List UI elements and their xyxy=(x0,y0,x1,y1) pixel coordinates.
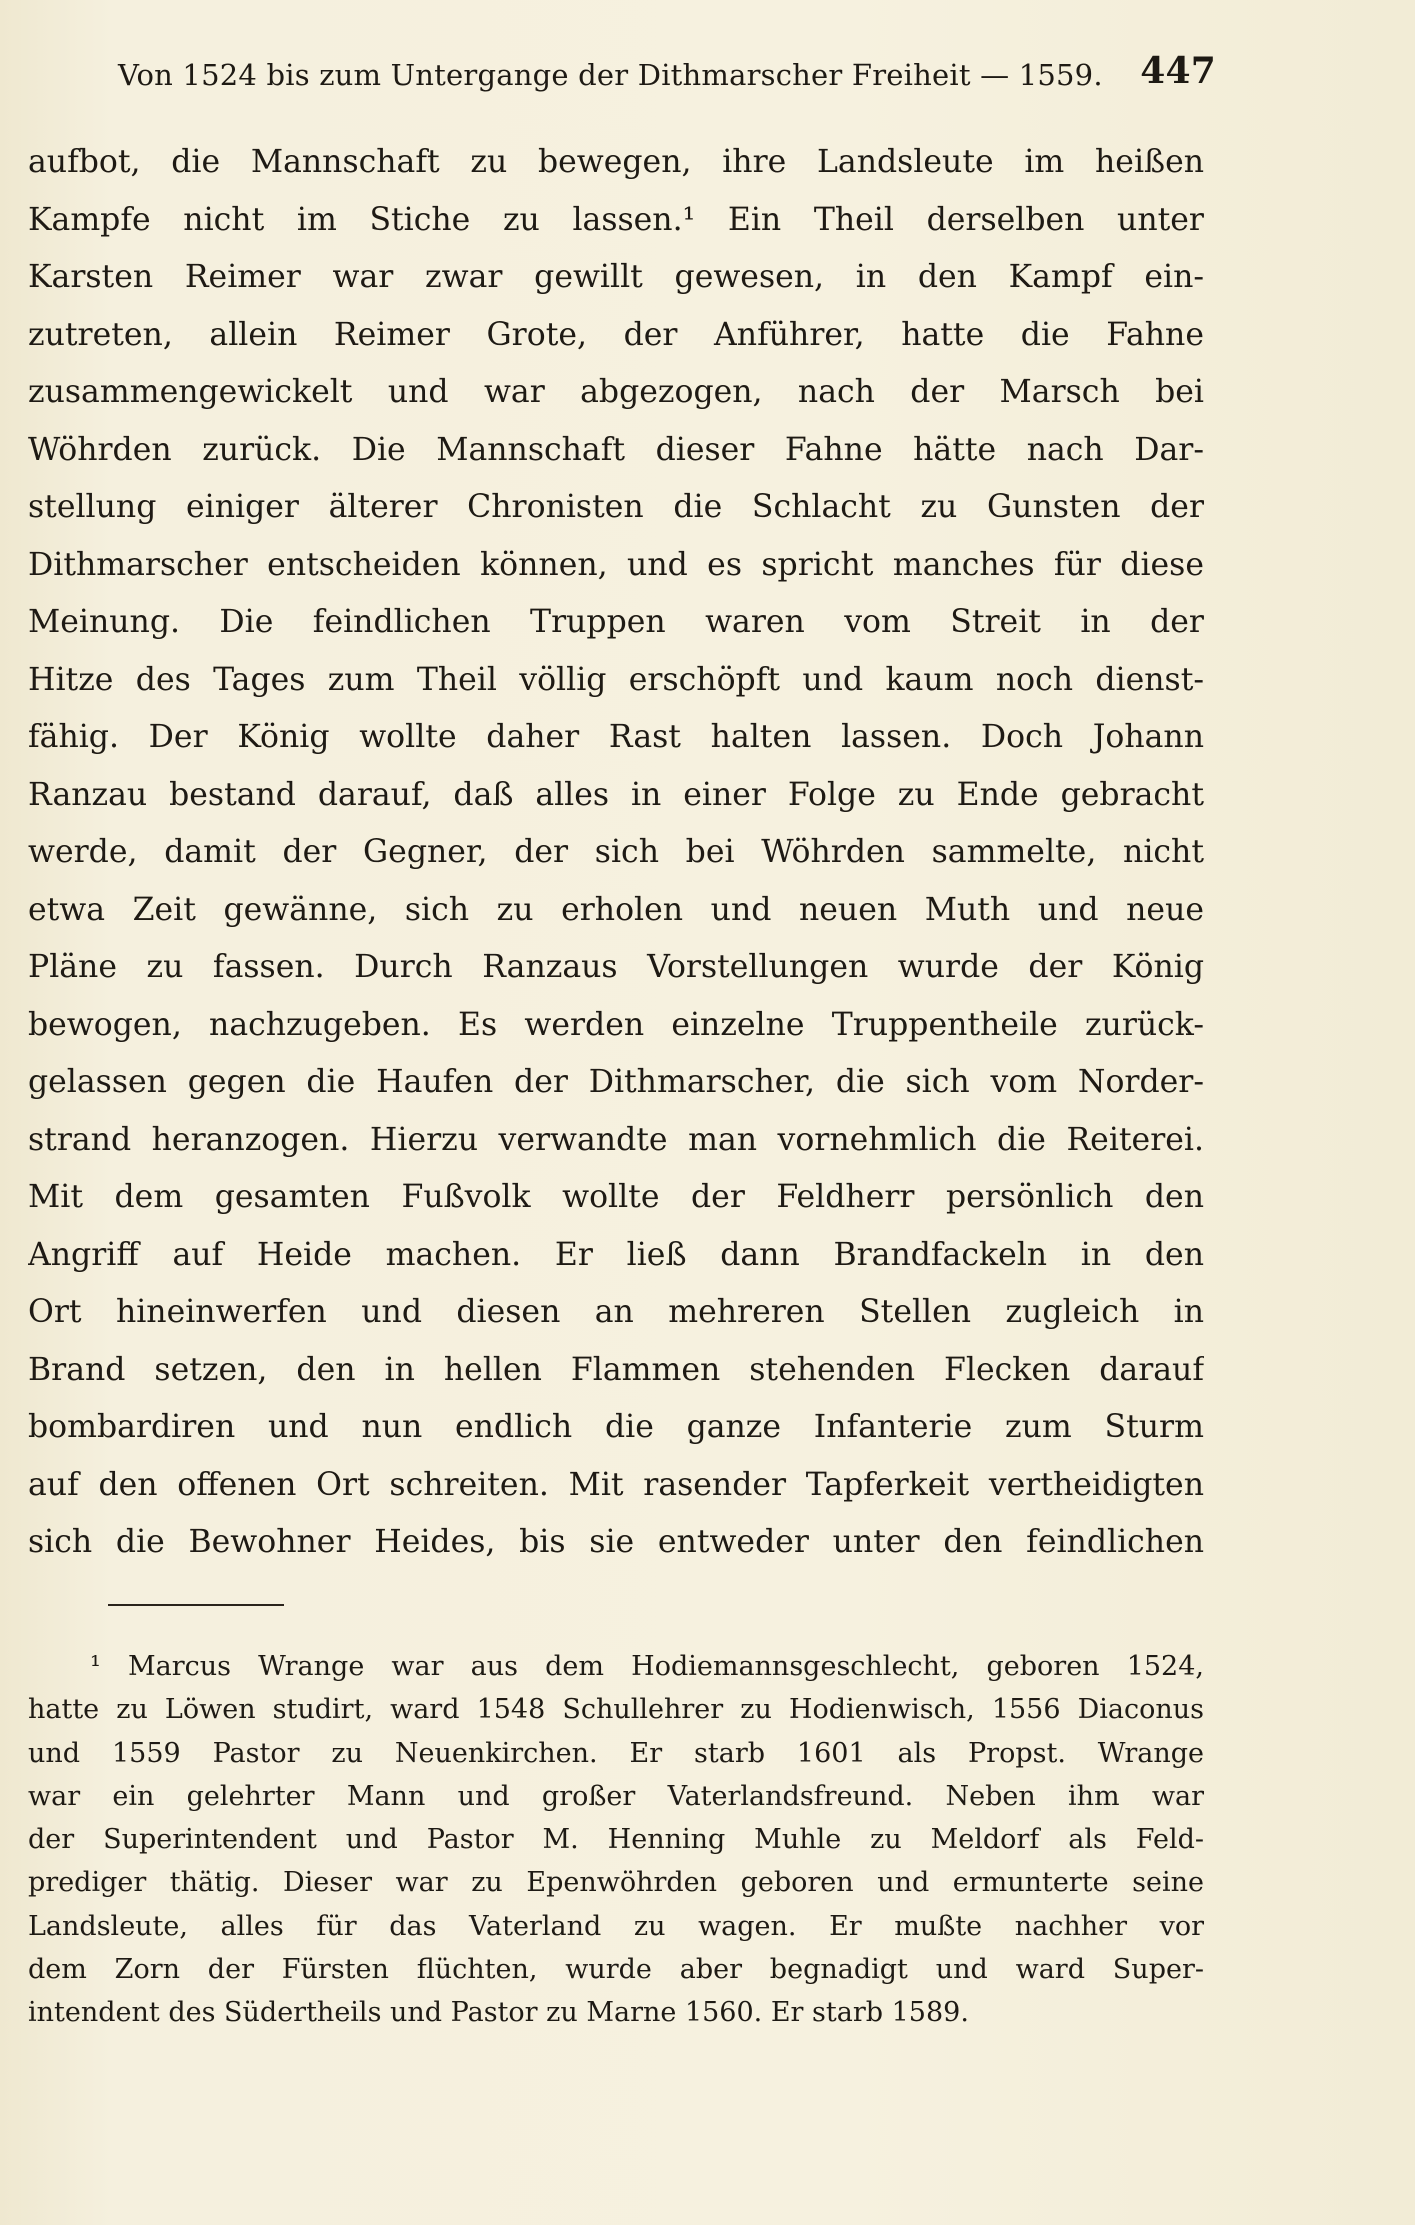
text-line: bombardiren und nun endlich die ganze Infanterie zum Sturm xyxy=(28,1409,1204,1445)
text-line: Hitze des Tages zum Theil völlig erschöpft und kaum noch dienst- xyxy=(28,661,1204,698)
footnote-line: Landsleute, alles für das Vaterland zu wagen. Er mußte nachher vor xyxy=(28,1910,1204,1942)
text-line: werde, damit der Gegner, der sich bei Wöhrden sammelte, nicht xyxy=(28,834,1204,870)
text-line: Ort hineinwerfen und diesen an mehreren Stellen zugleich in xyxy=(28,1294,1204,1330)
footnote-line: dem Zorn der Fürsten flüchten, wurde aber begnadigt und ward Super- xyxy=(28,1954,1204,1986)
running-title: Von 1524 bis zum Untergange der Dithmarscher Freiheit — 1559. xyxy=(118,58,1103,92)
text-line: Kampfe nicht im Stiche zu lassen.¹ Ein Theil derselben unter xyxy=(28,201,1204,238)
text-line: gelassen gegen die Haufen der Dithmarscher, die sich vom Norder- xyxy=(28,1064,1204,1100)
text-line: Wöhrden zurück. Die Mannschaft dieser Fahne hätte nach Dar- xyxy=(28,431,1204,468)
text-line: Mit dem gesamten Fußvolk wollte der Feldherr persönlich den xyxy=(28,1179,1204,1215)
footnote-divider xyxy=(108,1604,284,1606)
page-number: 447 xyxy=(1140,50,1216,92)
text-line: etwa Zeit gewänne, sich zu erholen und neuen Muth und neue xyxy=(28,891,1204,928)
footnote-line: ¹ Marcus Wrange war aus dem Hodiemannsgeschlecht, geboren 1524, xyxy=(90,1651,1204,1682)
text-line: stellung einiger älterer Chronisten die Schlacht zu Gunsten der xyxy=(28,489,1204,525)
text-line: Ranzau bestand darauf, daß alles in einer Folge zu Ende gebracht xyxy=(28,776,1204,813)
text-line: aufbot, die Mannschaft zu bewegen, ihre Landsleute im heißen xyxy=(28,144,1204,180)
text-line: zutreten, allein Reimer Grote, der Anführer, hatte die Fahne xyxy=(28,316,1204,353)
text-line: Brand setzen, den in hellen Flammen stehenden Flecken darauf xyxy=(28,1351,1204,1388)
text-line: auf den offenen Ort schreiten. Mit rasender Tapferkeit vertheidigten xyxy=(28,1466,1204,1503)
text-line: Angriff auf Heide machen. Er ließ dann Brandfackeln in den xyxy=(28,1236,1204,1273)
text-line: fähig. Der König wollte daher Rast halten lassen. Doch Johann xyxy=(28,719,1204,755)
footnote-block xyxy=(28,1645,1204,2035)
main-text-block xyxy=(28,134,1204,1572)
footnote-line: intendent des Südertheils und Pastor zu Marne 1560. Er starb 1589. xyxy=(28,1997,969,2029)
text-line: Karsten Reimer war zwar gewillt gewesen, in den Kampf ein- xyxy=(28,259,1204,295)
footnote-line: und 1559 Pastor zu Neuenkirchen. Er starb 1601 als Propst. Wrange xyxy=(28,1737,1204,1769)
text-line: Pläne zu fassen. Durch Ranzaus Vorstellungen wurde der König xyxy=(28,949,1204,985)
text-line: sich die Bewohner Heides, bis sie entweder unter den feindlichen xyxy=(28,1524,1204,1560)
text-line: Meinung. Die feindlichen Truppen waren vom Streit in der xyxy=(28,604,1204,640)
footnote-line: hatte zu Löwen studirt, ward 1548 Schullehrer zu Hodienwisch, 1556 Diaconus xyxy=(28,1694,1204,1726)
text-line: strand heranzogen. Hierzu verwandte man vornehmlich die Reiterei. xyxy=(28,1121,1204,1158)
footnote-line: war ein gelehrter Mann und großer Vaterlandsfreund. Neben ihm war xyxy=(28,1780,1204,1812)
footnote-line: der Superintendent und Pastor M. Henning Muhle zu Meldorf als Feld- xyxy=(28,1824,1204,1856)
text-line: zusammengewickelt und war abgezogen, nach der Marsch bei xyxy=(28,374,1204,410)
running-header xyxy=(118,48,1216,102)
footnote-line: prediger thätig. Dieser war zu Epenwöhrden geboren und ermunterte seine xyxy=(28,1867,1204,1899)
text-line: Dithmarscher entscheiden können, und es spricht manches für diese xyxy=(28,546,1204,583)
text-line: bewogen, nachzugeben. Es werden einzelne Truppentheile zurück- xyxy=(28,1006,1204,1043)
